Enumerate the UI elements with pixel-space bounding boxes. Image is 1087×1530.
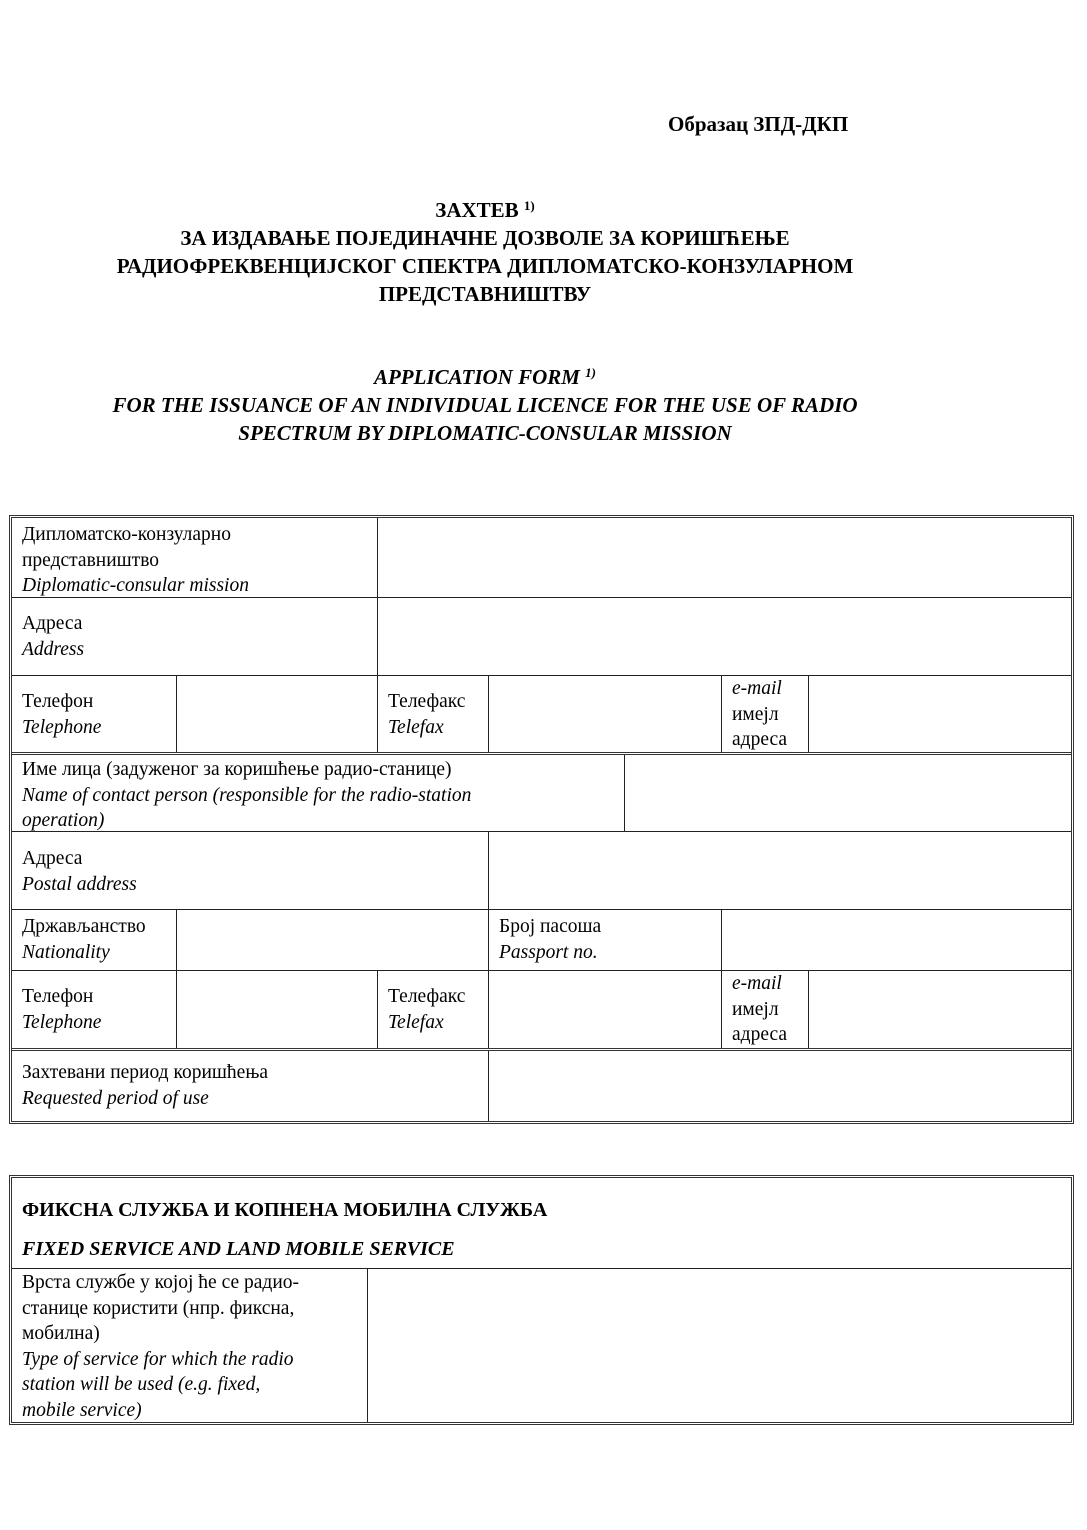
person-telephone-field[interactable] — [177, 971, 378, 1049]
person-telephone-label: Телефон Telephone — [12, 971, 177, 1049]
title-en-line2: FOR THE ISSUANCE OF AN INDIVIDUAL LICENCE FOR THE USE OF RADIO — [112, 393, 858, 417]
contact-person-field[interactable] — [625, 755, 1071, 832]
person-email-field[interactable] — [809, 971, 1071, 1049]
postal-address-field[interactable] — [489, 832, 1071, 910]
service-heading-en: FIXED SERVICE AND LAND MOBILE SERVICE — [22, 1238, 455, 1260]
mission-table — [9, 515, 1074, 1124]
contact-person-label: Име лица (задуженог за коришћење радио-станице) Name of contact person (responsible for the radio-station operation) — [12, 755, 625, 832]
email-field[interactable] — [809, 676, 1071, 753]
footnote-marker: 1) — [523, 198, 535, 213]
nationality-field[interactable] — [177, 910, 489, 971]
title-sr-line1: ЗАХТЕВ — [435, 198, 519, 222]
person-telefax-field[interactable] — [489, 971, 722, 1049]
title-en-line3: SPECTRUM BY DIPLOMATIC-CONSULAR MISSION — [238, 421, 732, 445]
service-type-field[interactable] — [368, 1269, 1071, 1422]
telephone-field[interactable] — [177, 676, 378, 753]
period-field[interactable] — [489, 1051, 1071, 1121]
service-table — [9, 1175, 1074, 1425]
title-sr-line2: ЗА ИЗДАВАЊЕ ПОЈЕДИНАЧНЕ ДОЗВОЛЕ ЗА КОРИШЋЕЊЕ — [180, 226, 790, 250]
service-type-label: Врста службе у којој ће се радио- станице користити (нпр. фиксна, мобилна) Type of service for which the radio station will be used (e.g. fixed, mobile service) — [12, 1269, 368, 1422]
title-en-line1: APPLICATION FORM — [373, 365, 580, 389]
postal-address-label: Адреса Postal address — [12, 832, 489, 910]
service-heading — [12, 1178, 1071, 1269]
passport-field[interactable] — [722, 910, 1071, 971]
person-telefax-label: Телефакс Telefax — [378, 971, 489, 1049]
service-heading-sr: ФИКСНА СЛУЖБА И КОПНЕНА МОБИЛНА СЛУЖБА — [22, 1199, 548, 1221]
telephone-label: Телефон Telephone — [12, 676, 177, 753]
title-serbian — [0, 196, 970, 308]
telefax-field[interactable] — [489, 676, 722, 753]
telefax-label: Телефакс Telefax — [378, 676, 489, 753]
email-label: e-mail имејл адреса — [722, 676, 809, 753]
mission-label: Дипломатско-конзуларно представништво Diplomatic-consular mission — [12, 518, 378, 598]
address-label: Адреса Address — [12, 598, 378, 676]
nationality-label: Држављанство Nationality — [12, 910, 177, 971]
form-code: Образац ЗПД-ДКП — [668, 112, 849, 136]
footnote-marker: 1) — [585, 365, 597, 380]
title-english — [0, 363, 970, 447]
address-field[interactable] — [378, 598, 1071, 676]
title-sr-line4: ПРЕДСТАВНИШТВУ — [378, 282, 592, 306]
person-email-label: e-mail имејл адреса — [722, 971, 809, 1049]
passport-label: Број пасоша Passport no. — [489, 910, 722, 971]
period-label: Захтевани период коришћења Requested period of use — [12, 1051, 489, 1121]
mission-field[interactable] — [378, 518, 1071, 598]
title-sr-line3: РАДИОФРЕКВЕНЦИЈСКОГ СПЕКТРА ДИПЛОМАТСКО-КОНЗУЛАРНОМ — [116, 254, 854, 278]
